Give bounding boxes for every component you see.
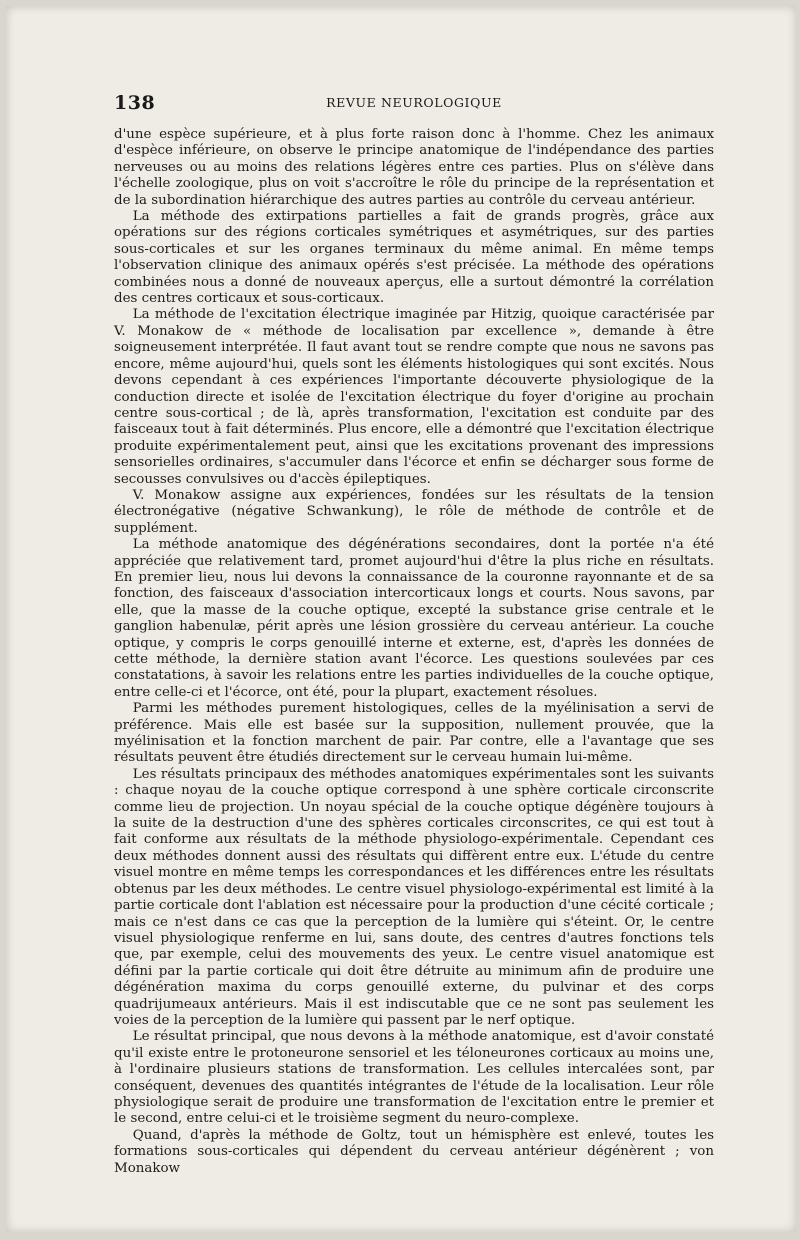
journal-page: [6, 6, 796, 1232]
paragraph: d'une espèce supérieure, et à plus forte raison donc à l'homme. Chez les animaux d'espèce inférieure, on observe le principe anatomique de l'indépendance des parties nerveuses ou au moins des relations légères entre ces parties. Plus on s'élève dans l'échelle zoologique, plus on voit s'accroître le rôle du principe de la représentation et de la subordination hiérarchique des autres parties au contrôle du cerveau antérieur.: [114, 127, 714, 208]
page-header: [114, 92, 714, 114]
paragraph: La méthode de l'excitation électrique imaginée par Hitzig, quoique caractérisée par V. Monakow de « méthode de localisation par excellence », demande à être soigneusement interprétée. Il faut avant tout se rendre compte que nous ne savons pas encore, même aujourd'hui, quels sont les éléments histologiques qui sont excités. Nous devons cependant à ces expériences l'importante découverte physiologique de la conduction directe et isolée de l'excitation électrique du foyer d'origine au prochain centre sous-cortical ; de là, après transformation, l'excitation est conduite par des faisceaux tout à fait déterminés. Plus encore, elle a démontré que l'excitation électrique produite expérimentalement peut, ainsi que les excitations provenant des impressions sensorielles ordinaires, s'accumuler dans l'écorce et enfin se décharger sous forme de secousses convulsives ou d'accès épileptiques.: [114, 307, 714, 487]
page-number: 138: [114, 92, 156, 114]
paragraph: Quand, d'après la méthode de Goltz, tout un hémisphère est enlevé, toutes les formations sous-corticales qui dépendent du cerveau antérieur dégénèrent ; von Monakow: [114, 1127, 714, 1176]
paragraph: Parmi les méthodes purement histologiques, celles de la myélinisation a servi de préférence. Mais elle est basée sur la supposition, nullement prouvée, que la myélinisation et la fonction marchent de pair. Par contre, elle a l'avantage que ses résultats peuvent être étudiés directement sur le cerveau humain lui-même.: [114, 701, 714, 766]
paragraph: Les résultats principaux des méthodes anatomiques expérimentales sont les suivants : chaque noyau de la couche optique correspond à une sphère corticale circonscrite comme lieu de projection. Un noyau spécial de la couche optique dégénère toujours à la suite de la destruction d'une des sphères corticales circonscrites, ce qui est tout à fait conforme aux résultats de la méthode physiologo-expérimentale. Cependant ces deux méthodes donnent aussi des résultats qui diffèrent entre eux. L'étude du centre visuel montre en même temps les correspondances et les différences entre les résultats obtenus par les deux méthodes. Le centre visuel physiologo-expérimental est limité à la partie corticale dont l'ablation est nécessaire pour la production d'une cécité corticale ; mais ce n'est dans ce cas que la perception de la lumière qui s'éteint. Or, le centre visuel physiologique renferme en lui, sans doute, des centres d'autres fonctions tels que, par exemple, celui des mouvements des yeux. Le centre visuel anatomique est défini par la partie corticale qui doit être détruite au minimum afin de produire une dégénération maxima du corps genouillé externe, du pulvinar et des corps quadrijumeaux antérieurs. Mais il est indiscutable que ce ne sont pas seulement les voies de la perception de la lumière qui passent par le nerf optique.: [114, 766, 714, 1028]
running-head: REVUE NEUROLOGIQUE: [326, 95, 502, 110]
paragraph: V. Monakow assigne aux expériences, fondées sur les résultats de la tension électronégative (négative Schwankung), le rôle de méthode de contrôle et de supplément.: [114, 487, 714, 536]
paragraph: La méthode anatomique des dégénérations secondaires, dont la portée n'a été appréciée que relativement tard, promet aujourd'hui d'être la plus riche en résultats. En premier lieu, nous lui devons la connaissance de la couronne rayonnante et de sa fonction, des faisceaux d'association intercorticaux longs et courts. Nous savons, par elle, que la masse de la couche optique, excepté la substance grise centrale et le ganglion habenulæ, périt après une lésion grossière du cerveau antérieur. La couche optique, y compris le corps genouillé interne et externe, est, d'après les données de cette méthode, la dernière station avant l'écorce. Les questions soulevées par ces constatations, à savoir les relations entre les parties individuelles de la couche optique, entre celle-ci et l'écorce, ont été, pour la plupart, exactement résolues.: [114, 537, 714, 700]
paragraph: La méthode des extirpations partielles a fait de grands progrès, grâce aux opérations sur des régions corticales symétriques et asymétriques, sur des parties sous-corticales et sur les organes terminaux du même animal. En même temps l'observation clinique des animaux opérés s'est précisée. La méthode des opérations combinées nous a donné de nouveaux aperçus, elle a surtout démontré la corrélation des centres corticaux et sous-corticaux.: [114, 209, 714, 307]
paragraph: Le résultat principal, que nous devons à la méthode anatomique, est d'avoir constaté qu'il existe entre le protoneurone sensoriel et les téloneurones corticaux au moins une, à l'ordinaire plusieurs stations de transformation. Les cellules intercalées sont, par conséquent, devenues des quantités intégrantes de l'étude de la localisation. Leur rôle physiologique serait de produire une transformation de l'excitation entre le premier et le second, entre celui-ci et le troisième segment du neuro-complexe.: [114, 1029, 714, 1127]
article-body: [114, 127, 714, 1177]
